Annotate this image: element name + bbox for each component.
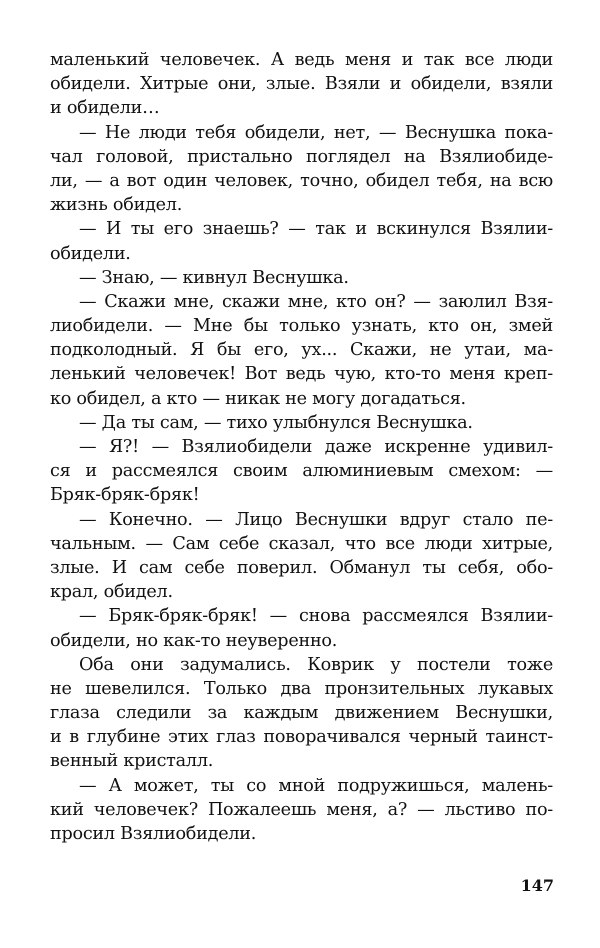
text-line: подколодный. Я бы его, ух... Скажи, не утаи, ма- — [50, 340, 553, 361]
text-line: ленький человечек! Вот ведь чую, кто-то меня креп- — [50, 364, 553, 385]
text-line: Бряк-бряк-бряк! — [50, 485, 200, 506]
text-line: — Знаю, — кивнул Веснушка. — [79, 267, 349, 288]
page-number: 147 — [520, 876, 554, 895]
text-line: кий человечек? Пожалеешь меня, а? — льстиво по- — [50, 799, 553, 820]
text-line: обидели, но как-то неуверенно. — [50, 630, 338, 651]
text-line: не шевелился. Только два пронзительных лукавых — [50, 678, 553, 699]
text-line: ли, — а вот один человек, точно, обидел тебя, на всю — [50, 170, 553, 191]
text-line: — Не люди тебя обидели, нет, — Веснушка пока- — [79, 122, 553, 143]
text-line: венный кристалл. — [50, 751, 214, 772]
text-line: — Бряк-бряк-бряк! — снова рассмеялся Взялии- — [79, 606, 553, 627]
text-line: чал головой, пристально поглядел на Взялиобиде- — [50, 146, 553, 167]
text-line: — Я?! — Взялиобидели даже искренне удивил- — [79, 437, 553, 457]
text-line: — А может, ты со мной подружишься, малень- — [79, 775, 553, 796]
text-line: крал, обидел. — [50, 582, 173, 603]
text-line: чальным. — Сам себе сказал, что все люди хитрые, — [50, 533, 553, 554]
text-line: — Да ты сам, — тихо улыбнулся Веснушка. — [79, 412, 473, 433]
text-line: обидели. Хитрые они, злые. Взяли и обидели, взяли — [50, 74, 553, 95]
text-line: злые. И сам себе поверил. Обманул ты себя, обо- — [50, 557, 553, 578]
text-line: лиобидели. — Мне бы только узнать, кто он, змей — [50, 316, 553, 337]
text-line: Оба они задумались. Коврик у постели тоже — [79, 654, 553, 675]
text-line: обидели. — [50, 243, 131, 264]
text-line: ко обидел, а кто — никак не могу догадаться. — [50, 388, 466, 409]
text-line: глаза следили за каждым движением Веснушки, — [50, 703, 553, 724]
text-line: — И ты его знаешь? — так и вскинулся Взялии- — [79, 219, 553, 240]
text-line: и в глубине этих глаз поворачивался черный таинст- — [50, 727, 553, 748]
text-line: просил Взялиобидели. — [50, 824, 257, 844]
text-line: — Скажи мне, скажи мне, кто он? — заюлил Взя- — [79, 291, 553, 312]
text-line: и обидели… — [50, 98, 160, 119]
text-line: жизнь обидел. — [50, 195, 183, 216]
text-line: ся и рассмеялся своим алюминиевым смехом: — — [50, 461, 553, 482]
body-text — [50, 48, 553, 846]
text-line: маленький человечек. А ведь меня и так все люди — [50, 50, 553, 70]
text-line: — Конечно. — Лицо Веснушки вдруг стало пе- — [79, 509, 553, 530]
